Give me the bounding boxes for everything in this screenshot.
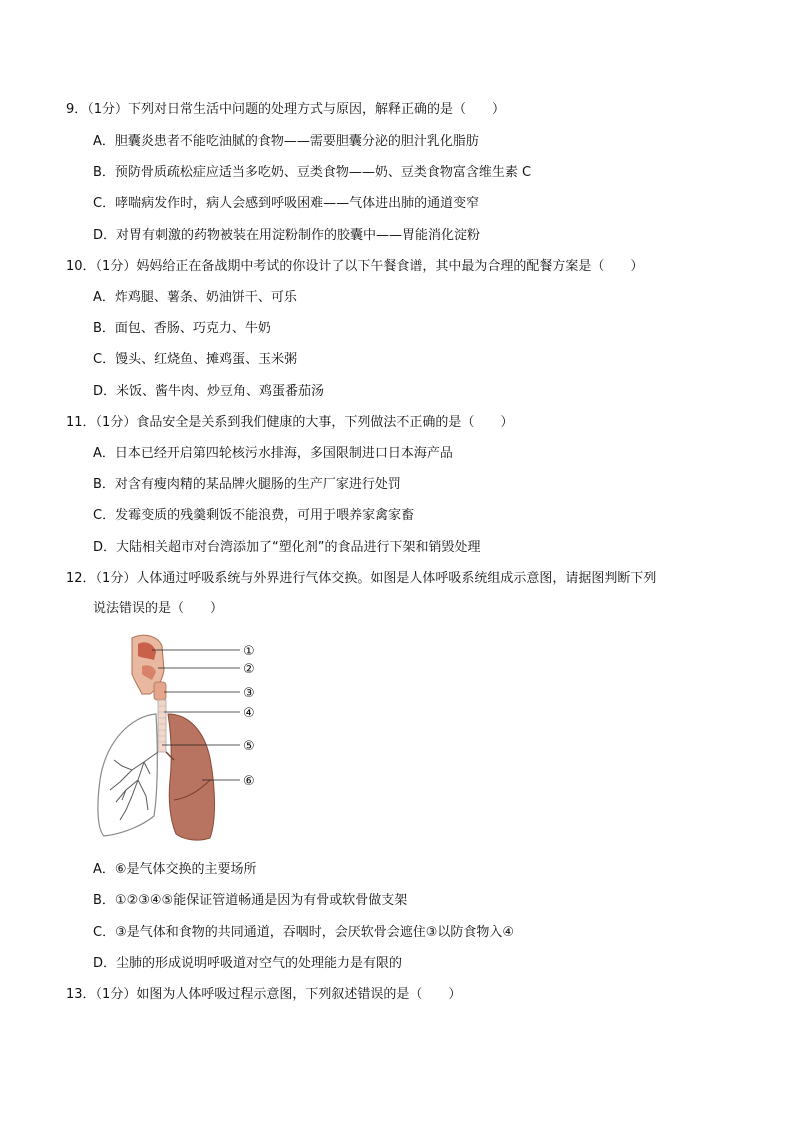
- figure-label-4: ④: [243, 706, 255, 721]
- question-11-option-a: A．日本已经开启第四轮核污水排海，多国限制进口日本海产品: [93, 446, 453, 461]
- figure-label-2: ②: [243, 662, 255, 677]
- question-9-option-a: A．胆囊炎患者不能吃油腻的食物——需要胆囊分泌的胆汁乳化脂肪: [93, 134, 479, 149]
- question-11-option-c: C．发霉变质的残羹剩饭不能浪费，可用于喂养家禽家畜: [93, 508, 415, 523]
- question-9-option-c: C．哮喘病发作时，病人会感到呼吸困难——气体进出肺的通道变窄: [93, 196, 480, 211]
- figure-label-6: ⑥: [243, 774, 255, 789]
- question-11-stem: 11．（1分）食品安全是关系到我们健康的大事，下列做法不正确的是（ ）: [66, 415, 514, 430]
- question-11-option-b: B．对含有瘦肉精的某品牌火腿肠的生产厂家进行处罚: [93, 477, 401, 492]
- question-9-option-b: B．预防骨质疏松症应适当多吃奶、豆类食物——奶、豆类食物富含维生素 C: [93, 165, 532, 180]
- figure-label-3: ③: [243, 686, 255, 701]
- question-9-stem: 9．（1分）下列对日常生活中问题的处理方式与原因，解释正确的是（ ）: [66, 102, 506, 117]
- question-9-option-d: D．对胃有刺激的药物被装在用淀粉制作的胶囊中——胃能消化淀粉: [93, 228, 481, 243]
- respiratory-system-figure: [92, 630, 272, 845]
- question-10-option-d: D．米饭、酱牛肉、炒豆角、鸡蛋番茄汤: [93, 384, 325, 399]
- figure-label-1: ①: [243, 644, 255, 659]
- question-12-option-a: A．⑥是气体交换的主要场所: [93, 862, 257, 877]
- question-10-option-a: A．炸鸡腿、薯条、奶油饼干、可乐: [93, 290, 297, 305]
- question-12-option-d: D．尘肺的形成说明呼吸道对空气的处理能力是有限的: [93, 956, 403, 971]
- question-12-option-c: C．③是气体和食物的共同通道，吞咽时，会厌软骨会遮住③以防食物入④: [93, 925, 515, 940]
- question-12-option-b: B．①②③④⑤能保证管道畅通是因为有骨或软骨做支架: [93, 893, 408, 908]
- figure-label-5: ⑤: [243, 739, 255, 754]
- question-12-stem-continued: 说法错误的是（ ）: [93, 601, 224, 616]
- trachea-shape: [158, 700, 166, 752]
- question-11-option-d: D．大陆相关超市对台湾添加了“塑化剂”的食品进行下架和销毁处理: [93, 540, 481, 555]
- right-lung-shape: [168, 714, 215, 840]
- question-10-option-b: B．面包、香肠、巧克力、牛奶: [93, 321, 271, 336]
- question-12-stem: 12．（1分）人体通过呼吸系统与外界进行气体交换。如图是人体呼吸系统组成示意图，请据图判断下列: [66, 571, 657, 586]
- question-10-stem: 10．（1分）妈妈给正在备战期中考试的你设计了以下午餐食谱，其中最为合理的配餐方案是（ ）: [66, 259, 644, 274]
- larynx-shape: [154, 682, 166, 700]
- question-13-stem: 13．（1分）如图为人体呼吸过程示意图，下列叙述错误的是（ ）: [66, 987, 462, 1002]
- question-10-option-c: C．馒头、红烧鱼、摊鸡蛋、玉米粥: [93, 352, 298, 367]
